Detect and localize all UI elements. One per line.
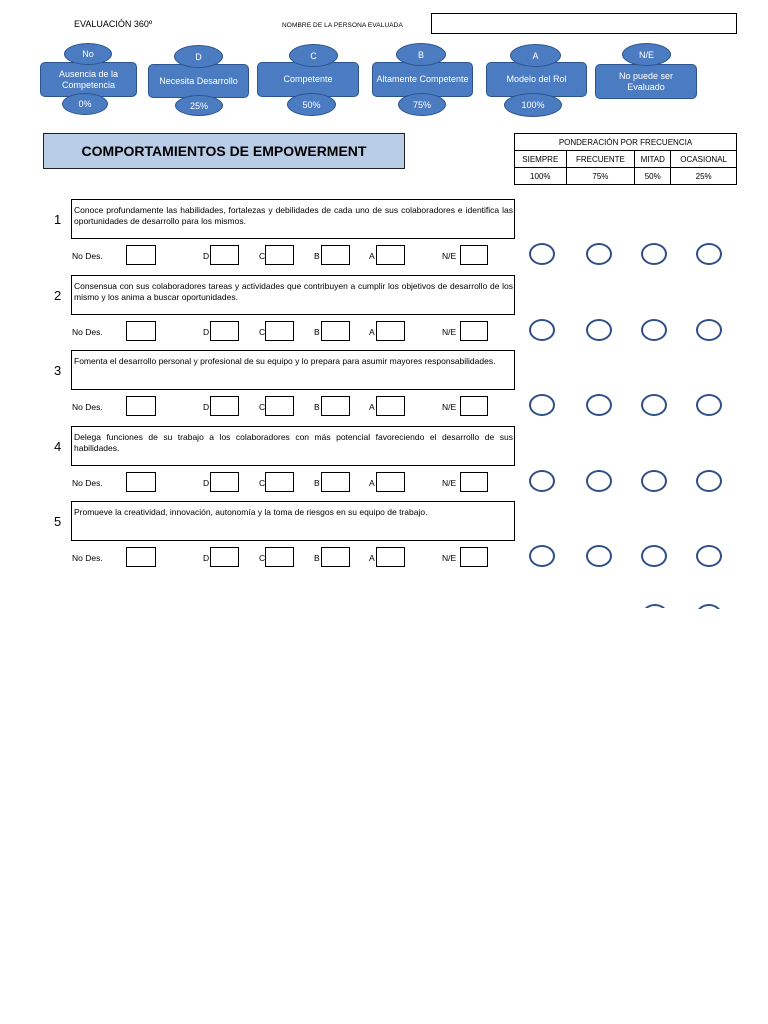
- option-label-b: B: [314, 327, 320, 337]
- frequency-radio-siempre[interactable]: [529, 394, 555, 416]
- option-box-c[interactable]: [265, 321, 294, 341]
- option-box-d[interactable]: [210, 472, 239, 492]
- frequency-weighting-table: [514, 133, 737, 185]
- option-box-a[interactable]: [376, 547, 405, 567]
- option-box-ne[interactable]: [460, 321, 488, 341]
- frequency-radio-siempre[interactable]: [529, 545, 555, 567]
- question-number: 1: [54, 212, 62, 227]
- legend-b-code: B: [396, 43, 446, 66]
- frequency-radio-frecuente[interactable]: [586, 243, 612, 265]
- question-text: Fomenta el desarrollo personal y profesional de su equipo y lo prepara para asumir mayores responsabilidades.: [71, 350, 515, 390]
- legend-no-percent: 0%: [62, 93, 108, 115]
- frequency-header-mitad: MITAD: [635, 151, 671, 168]
- frequency-radio-siempre[interactable]: [529, 470, 555, 492]
- frequency-radio-ocasional[interactable]: [696, 470, 722, 492]
- option-label-no-des: No Des.: [72, 402, 103, 412]
- option-label-b: B: [314, 402, 320, 412]
- question-number: 4: [54, 439, 62, 454]
- option-box-b[interactable]: [321, 245, 350, 265]
- option-box-b[interactable]: [321, 396, 350, 416]
- option-box-ne[interactable]: [460, 396, 488, 416]
- option-label-b: B: [314, 478, 320, 488]
- option-label-c: C: [259, 251, 266, 261]
- frequency-radio-ocasional[interactable]: [696, 394, 722, 416]
- option-box-d[interactable]: [210, 547, 239, 567]
- option-label-c: C: [259, 327, 266, 337]
- evaluated-person-label: NOMBRE DE LA PERSONA EVALUADA: [282, 22, 403, 29]
- legend-b-percent: 75%: [398, 93, 446, 116]
- frequency-radio-ocasional[interactable]: [696, 545, 722, 567]
- frequency-radio-mitad[interactable]: [641, 243, 667, 265]
- frequency-radio-frecuente[interactable]: [586, 394, 612, 416]
- option-box-a[interactable]: [376, 472, 405, 492]
- option-box-b[interactable]: [321, 472, 350, 492]
- option-box-no-des[interactable]: [126, 396, 156, 416]
- option-box-d[interactable]: [210, 321, 239, 341]
- question-number: 2: [54, 288, 62, 303]
- frequency-radio-mitad[interactable]: [641, 545, 667, 567]
- option-label-ne: N/E: [442, 553, 457, 563]
- cut-off-ring: [642, 604, 668, 608]
- legend-c-code: C: [289, 44, 338, 67]
- frequency-radio-siempre[interactable]: [529, 319, 555, 341]
- option-label-a: A: [369, 327, 375, 337]
- option-box-a[interactable]: [376, 245, 405, 265]
- option-label-d: D: [203, 251, 210, 261]
- frequency-value-mitad: 50%: [635, 168, 671, 185]
- option-label-c: C: [259, 478, 266, 488]
- option-label-ne: N/E: [442, 478, 457, 488]
- legend-no-code: No: [64, 43, 112, 65]
- option-box-c[interactable]: [265, 245, 294, 265]
- option-box-a[interactable]: [376, 321, 405, 341]
- question-number: 3: [54, 363, 62, 378]
- option-box-d[interactable]: [210, 245, 239, 265]
- option-box-no-des[interactable]: [126, 245, 156, 265]
- section-title: COMPORTAMIENTOS DE EMPOWERMENT: [43, 133, 405, 169]
- option-label-a: A: [369, 478, 375, 488]
- legend-d-percent: 25%: [175, 95, 223, 116]
- legend-c-label: Competente: [257, 62, 359, 97]
- frequency-radio-frecuente[interactable]: [586, 319, 612, 341]
- option-label-d: D: [203, 478, 210, 488]
- frequency-header-siempre: SIEMPRE: [515, 151, 567, 168]
- option-box-no-des[interactable]: [126, 321, 156, 341]
- legend-no-label: Ausencia de la Competencia: [40, 62, 137, 97]
- option-label-d: D: [203, 553, 210, 563]
- legend-a-percent: 100%: [504, 93, 562, 117]
- frequency-table-title: PONDERACIÓN POR FRECUENCIA: [515, 134, 737, 151]
- question-number: 5: [54, 514, 62, 529]
- option-box-ne[interactable]: [460, 547, 488, 567]
- option-label-ne: N/E: [442, 402, 457, 412]
- option-box-ne[interactable]: [460, 472, 488, 492]
- question-text: Consensua con sus colaboradores tareas y actividades que contribuyen a cumplir los objetivos de desarrollo de los mismo y los anima a buscar oportunidades.: [71, 275, 515, 315]
- frequency-radio-siempre[interactable]: [529, 243, 555, 265]
- option-label-a: A: [369, 402, 375, 412]
- frequency-radio-ocasional[interactable]: [696, 243, 722, 265]
- frequency-radio-ocasional[interactable]: [696, 319, 722, 341]
- legend-d-label: Necesita Desarrollo: [148, 64, 249, 98]
- frequency-value-frecuente: 75%: [566, 168, 635, 185]
- option-box-d[interactable]: [210, 396, 239, 416]
- option-label-b: B: [314, 251, 320, 261]
- option-box-c[interactable]: [265, 472, 294, 492]
- frequency-header-ocasional: OCASIONAL: [671, 151, 737, 168]
- option-box-c[interactable]: [265, 396, 294, 416]
- option-box-a[interactable]: [376, 396, 405, 416]
- option-box-b[interactable]: [321, 321, 350, 341]
- evaluated-person-name-field[interactable]: [431, 13, 737, 34]
- legend-c-percent: 50%: [287, 93, 336, 116]
- option-box-b[interactable]: [321, 547, 350, 567]
- option-box-c[interactable]: [265, 547, 294, 567]
- legend-a-code: A: [510, 44, 561, 67]
- option-label-c: C: [259, 553, 266, 563]
- option-box-no-des[interactable]: [126, 472, 156, 492]
- option-label-no-des: No Des.: [72, 251, 103, 261]
- frequency-radio-mitad[interactable]: [641, 394, 667, 416]
- legend-ne-code: N/E: [622, 43, 671, 66]
- legend-b-label: Altamente Competente: [372, 62, 473, 97]
- frequency-radio-mitad[interactable]: [641, 319, 667, 341]
- option-label-c: C: [259, 402, 266, 412]
- question-text: Promueve la creatividad, innovación, autonomía y la toma de riesgos en su equipo de trabajo.: [71, 501, 515, 541]
- legend-d-code: D: [174, 45, 223, 68]
- question-text: Conoce profundamente las habilidades, fortalezas y debilidades de cada uno de sus colaboradores e identifica las oportunidades de desarrollo para los mismos.: [71, 199, 515, 239]
- cut-off-ring: [696, 604, 722, 609]
- option-label-b: B: [314, 553, 320, 563]
- option-label-ne: N/E: [442, 327, 457, 337]
- question-text: Delega funciones de su trabajo a los colaboradores con más potencial favoreciendo el desarrollo de sus habilidades.: [71, 426, 515, 466]
- option-label-a: A: [369, 251, 375, 261]
- frequency-value-siempre: 100%: [515, 168, 567, 185]
- frequency-radio-frecuente[interactable]: [586, 545, 612, 567]
- frequency-radio-frecuente[interactable]: [586, 470, 612, 492]
- frequency-radio-mitad[interactable]: [641, 470, 667, 492]
- option-box-ne[interactable]: [460, 245, 488, 265]
- evaluation-title: EVALUACIÓN 360º: [74, 19, 153, 29]
- frequency-value-ocasional: 25%: [671, 168, 737, 185]
- option-label-d: D: [203, 402, 210, 412]
- option-label-ne: N/E: [442, 251, 457, 261]
- option-box-no-des[interactable]: [126, 547, 156, 567]
- legend-a-label: Modelo del Rol: [486, 62, 587, 97]
- frequency-header-frecuente: FRECUENTE: [566, 151, 635, 168]
- option-label-no-des: No Des.: [72, 478, 103, 488]
- option-label-d: D: [203, 327, 210, 337]
- option-label-no-des: No Des.: [72, 553, 103, 563]
- option-label-no-des: No Des.: [72, 327, 103, 337]
- legend-ne-label: No puede ser Evaluado: [595, 64, 697, 99]
- option-label-a: A: [369, 553, 375, 563]
